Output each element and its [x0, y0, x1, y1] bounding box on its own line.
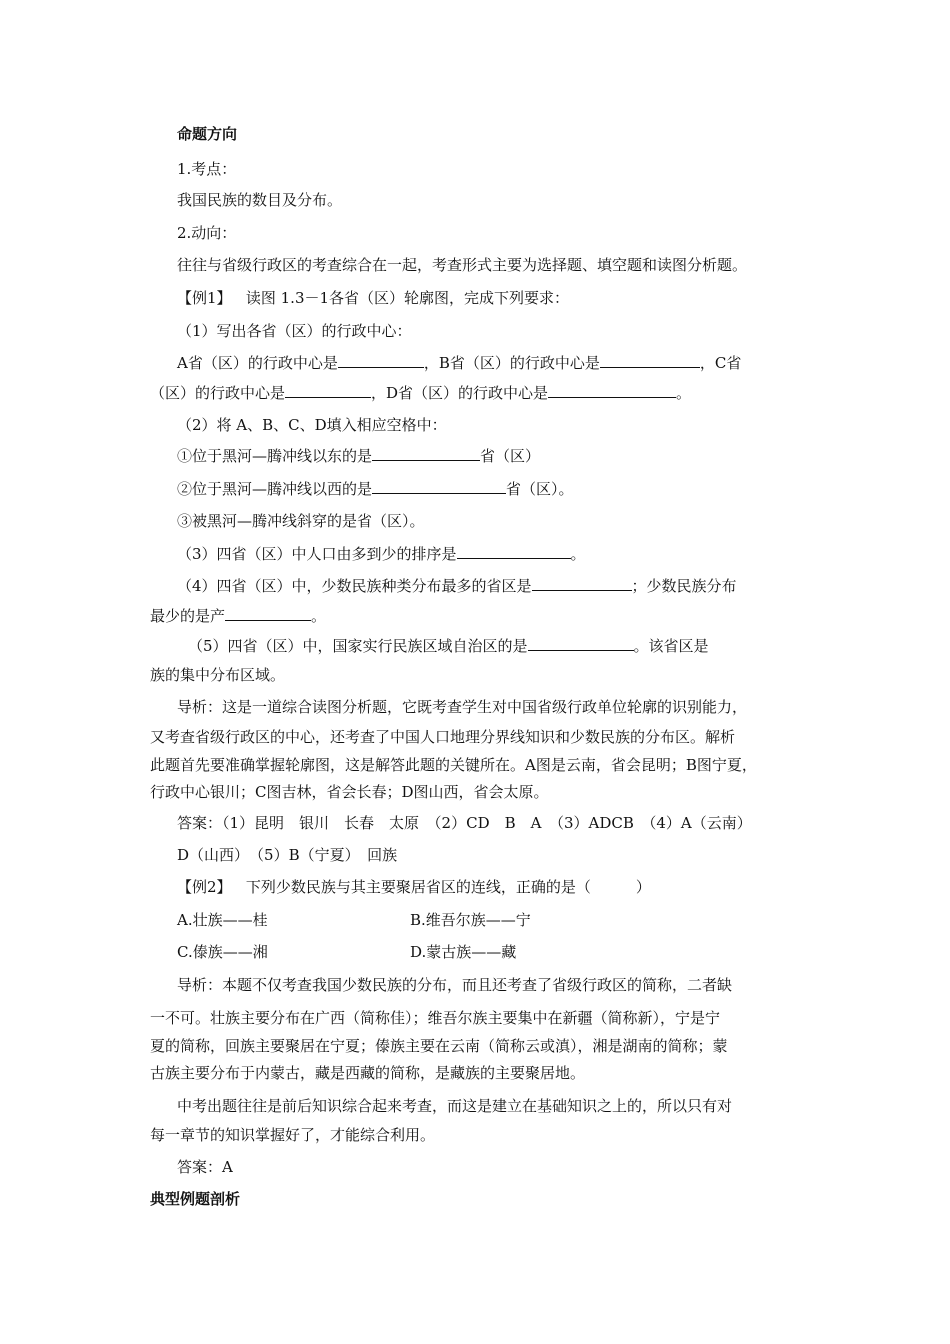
blank-a-center[interactable] — [338, 352, 424, 368]
example1-tag: 【例1】 — [177, 289, 232, 307]
ex2-analysis-1: 导析：本题不仅考查我国少数民族的分布，而且还考查了省级行政区的简称，二者缺 — [177, 976, 733, 994]
q5-line-b: 族的集中分布区域。 — [150, 666, 286, 684]
note-1: 中考出题往往是前后知识综合起来考查，而这是建立在基础知识之上的，所以只有对 — [177, 1097, 733, 1115]
q2-b-suffix: 省（区）。 — [506, 480, 574, 498]
q2-line-b — [177, 478, 574, 499]
kaodian-label: 1.考点： — [177, 160, 237, 178]
q1-a-text: A省（区）的行政中心是 — [177, 354, 338, 372]
q2-a-suffix: 省（区） — [480, 447, 541, 465]
q4-period: 。 — [311, 607, 327, 625]
q4-line-b — [150, 605, 326, 626]
dongxiang-label: 2.动向： — [177, 224, 237, 242]
heading: 命题方向 — [177, 125, 238, 143]
q5-line-a — [188, 635, 709, 656]
note-2: 每一章节的知识掌握好了，才能综合利用。 — [150, 1126, 436, 1144]
q1-c-text-cont: （区）的行政中心是 — [150, 384, 286, 402]
q1-b-text: ，B省（区）的行政中心是 — [423, 354, 600, 372]
section-title: 典型例题剖析 — [150, 1190, 241, 1208]
blank-east[interactable] — [372, 445, 480, 461]
q4-text: （4）四省（区）中，少数民族种类分布最多的省区是 — [177, 577, 532, 595]
q2-line-c: ③被黑河—腾冲线斜穿的是省（区）。 — [177, 512, 425, 530]
option-a: A.壮族——桂 — [177, 911, 268, 929]
ex2-analysis-4: 古族主要分布于内蒙古，藏是西藏的简称，是藏族的主要聚居地。 — [150, 1064, 586, 1082]
q1-d-text: ，D省（区）的行政中心是 — [371, 384, 549, 402]
q3-text: （3）四省（区）中人口由多到少的排序是 — [177, 545, 457, 563]
q1-c-text: ，C省 — [699, 354, 742, 372]
blank-autonomous[interactable] — [528, 635, 634, 651]
dongxiang-text: 往往与省级行政区的考查综合在一起，考查形式主要为选择题、填空题和读图分析题。 — [177, 256, 748, 274]
option-b: B.维吾尔族——宁 — [410, 911, 531, 929]
q5-text: （5）四省（区）中，国家实行民族区域自治区的是 — [188, 637, 528, 655]
option-c: C.傣族——湘 — [177, 943, 268, 961]
q2-b-text: ②位于黑河—腾冲线以西的是 — [177, 480, 373, 498]
example1-question: 读图 1.3－1各省（区）轮廓图，完成下列要求： — [245, 289, 570, 307]
q2-a-text: ①位于黑河—腾冲线以东的是 — [177, 447, 373, 465]
q3-line — [177, 543, 586, 564]
q2-title: （2）将 A、B、C、D填入相应空格中： — [177, 416, 447, 434]
example1-prompt — [177, 288, 569, 308]
example2-tag: 【例2】 — [177, 878, 232, 896]
blank-west[interactable] — [372, 478, 506, 494]
ex2-analysis-2: 一不可。壮族主要分布在广西（简称佳）；维吾尔族主要集中在新疆（简称新），宁是宁 — [150, 1009, 721, 1027]
ex1-answer-2: D（山西） （5）B（宁夏） 回族 — [177, 846, 398, 864]
q1-period: 。 — [676, 384, 692, 402]
blank-least[interactable] — [225, 605, 311, 621]
kaodian-text: 我国民族的数目及分布。 — [177, 191, 343, 209]
q2-line-a — [177, 445, 540, 466]
q5-text-2: 。该省区是 — [633, 637, 709, 655]
ex2-analysis-3: 夏的简称，回族主要聚居在宁夏；傣族主要在云南（简称云或滇），湘是湖南的简称；蒙 — [150, 1037, 728, 1055]
ex1-analysis-4: 行政中心银川；C图吉林，省会长春；D图山西，省会太原。 — [150, 783, 549, 801]
q1-line-b — [150, 382, 691, 403]
ex1-answer-1: 答案：（1）昆明 银川 长春 太原 （2）CD B A （3）ADCB （4）A（云南） — [177, 814, 752, 832]
q1-title: （1）写出各省（区）的行政中心： — [177, 322, 412, 340]
blank-d-center[interactable] — [548, 382, 676, 398]
ex2-answer: 答案：A — [177, 1158, 233, 1176]
blank-most[interactable] — [532, 575, 632, 591]
q3-period: 。 — [570, 545, 586, 563]
ex1-analysis-2: 又考查省级行政区的中心，还考查了中国人口地理分界线知识和少数民族的分布区。解析 — [150, 728, 736, 746]
ex1-analysis-3: 此题首先要准确掌握轮廓图，这是解答此题的关键所在。A图是云南，省会昆明；B图宁夏， — [150, 756, 757, 774]
option-d: D.蒙古族——藏 — [410, 943, 517, 961]
q4-line-a — [177, 575, 737, 596]
example2-question: 下列少数民族与其主要聚居省区的连线，正确的是（ ） — [245, 878, 651, 896]
q4-text-2: ；少数民族分布 — [631, 577, 737, 595]
blank-population[interactable] — [457, 543, 571, 559]
q4-least-text: 最少的是产 — [150, 607, 226, 625]
q1-line-a — [177, 352, 741, 373]
ex1-analysis-1: 导析：这是一道综合读图分析题，它既考查学生对中国省级行政单位轮廓的识别能力， — [177, 698, 748, 716]
blank-b-center[interactable] — [600, 352, 700, 368]
blank-c-center[interactable] — [285, 382, 371, 398]
example2-prompt — [177, 877, 651, 897]
